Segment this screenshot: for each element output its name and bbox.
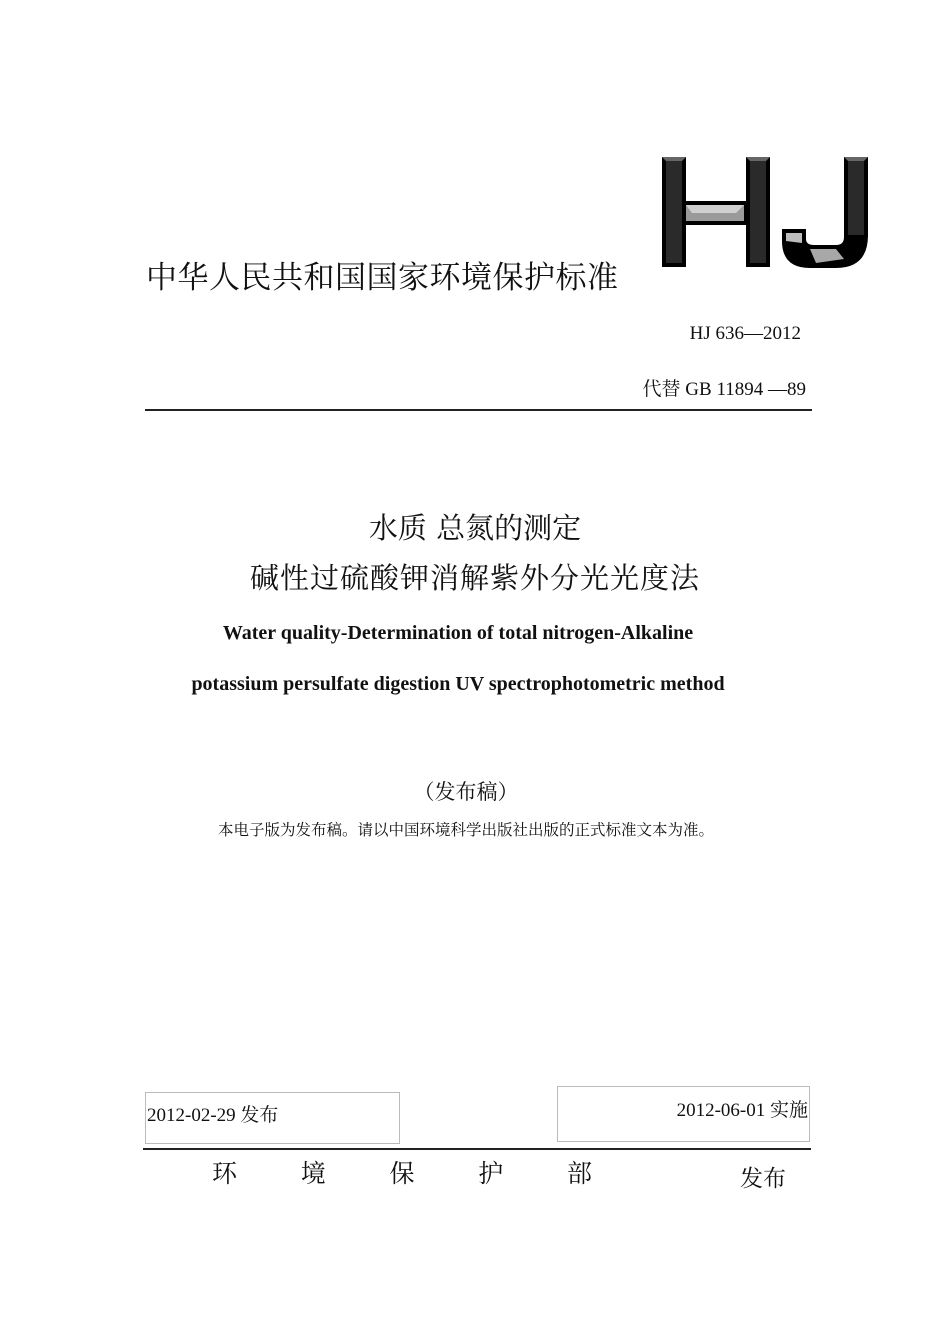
footer-divider: [143, 1148, 811, 1150]
en-title-line-2: potassium persulfate digestion UV spectrophotometric method: [191, 673, 725, 695]
ministry-char: 境: [300, 1159, 326, 1188]
ministry-char: 环: [212, 1159, 238, 1188]
issue-label: 发布: [740, 1166, 786, 1192]
issue-date: 2012-02-29 发布: [147, 1105, 279, 1126]
logo-letter-h: [662, 157, 770, 267]
standard-number: HJ 636—2012: [689, 323, 801, 344]
standard-category-title: 中华人民共和国国家环境保护标准: [146, 260, 619, 296]
en-title-line-1: Water quality-Determination of total nitrogen-Alkaline: [222, 622, 694, 644]
cn-title-line-2: 碱性过硫酸钾消解紫外分光光度法: [249, 561, 700, 595]
ministry-char: 保: [389, 1159, 415, 1188]
header-divider: [145, 409, 812, 411]
ministry-char: 护: [478, 1159, 504, 1188]
draft-label: （发布稿）: [413, 780, 519, 804]
issuing-ministry: [212, 1154, 592, 1190]
implement-date: 2012-06-01 实施: [676, 1100, 808, 1121]
logo-letter-j: [782, 157, 868, 268]
cn-title-line-1: 水质 总氮的测定: [368, 511, 582, 545]
hj-logo: [660, 155, 870, 270]
replaces-standard: 代替 GB 11894 —89: [642, 379, 806, 400]
draft-note: 本电子版为发布稿。请以中国环境科学出版社出版的正式标准文本为准。: [217, 821, 714, 839]
ministry-char: 部: [566, 1159, 592, 1188]
